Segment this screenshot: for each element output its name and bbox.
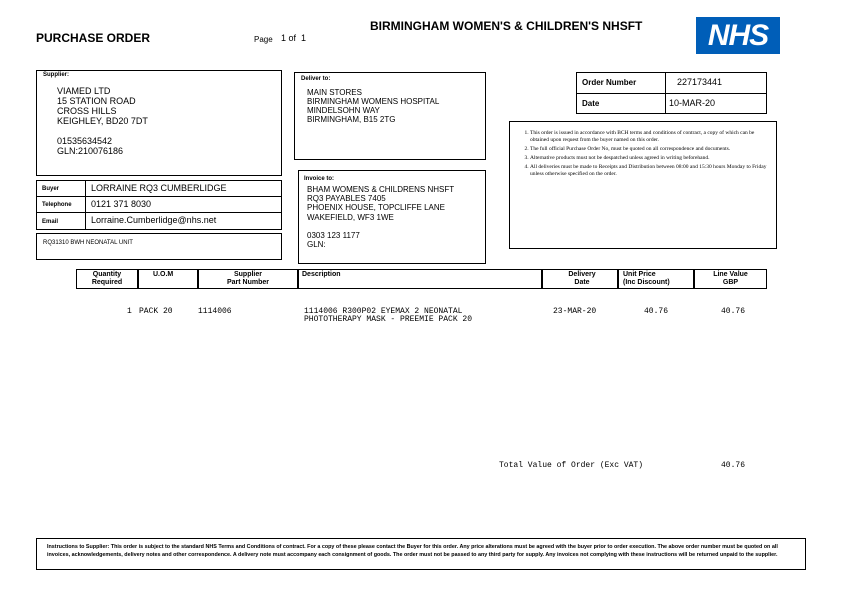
- col-header-line-value: Line Value GBP: [694, 269, 767, 289]
- col-header-unit-price: Unit Price (Inc Discount): [618, 269, 694, 289]
- row-description-line-1: 1114006 R300P02 EYEMAX 2 NEONATAL: [304, 307, 463, 316]
- supplier-line: KEIGHLEY, BD20 7DT: [57, 116, 148, 126]
- organisation-name: BIRMINGHAM WOMEN'S & CHILDREN'S NHSFT: [370, 19, 643, 33]
- row-quantity: 1: [127, 307, 132, 316]
- total-label: Total Value of Order (Exc VAT): [499, 461, 644, 470]
- document-title: PURCHASE ORDER: [36, 31, 151, 45]
- deliver-line: MAIN STORES: [307, 88, 362, 97]
- order-number-label: Order Number: [582, 78, 637, 87]
- order-info-box: [576, 72, 767, 114]
- supplier-label: Supplier:: [43, 72, 70, 78]
- deliver-to-label: Deliver to:: [301, 76, 331, 82]
- terms-notes-box: [509, 121, 777, 249]
- col-header-description: Description: [298, 269, 542, 289]
- total-value: 40.76: [721, 461, 746, 470]
- col-header-delivery-date: Delivery Date: [542, 269, 618, 289]
- buyer-divider-1: [37, 196, 281, 197]
- page-number: 1 of 1: [281, 33, 307, 43]
- row-description-line-2: PHOTOTHERAPY MASK - PREEMIE PACK 20: [304, 315, 473, 324]
- col-header-quantity: Quantity Required: [76, 269, 138, 289]
- deliver-line: MINDELSOHN WAY: [307, 106, 380, 115]
- terms-item: 1. This order is issued in accordance with BCH terms and conditions of contract, a copy of which can be obtained upon request from the buyer named on this order.: [530, 130, 770, 144]
- terms-item: 4. All deliveries must be made to Receipts and Distribution between 08:00 and 15:30 hours Monday to Friday unless otherwise specified on the order.: [530, 164, 770, 178]
- invoice-to-label: Invoice to:: [304, 176, 335, 182]
- telephone-value: 0121 371 8030: [91, 199, 152, 209]
- supplier-line: [57, 126, 148, 136]
- row-line-value: 40.76: [721, 307, 746, 316]
- email-value: Lorraine.Cumberlidge@nhs.net: [91, 215, 217, 225]
- supplier-line: VIAMED LTD: [57, 86, 111, 96]
- buyer-name: LORRAINE RQ3 CUMBERLIDGE: [91, 183, 227, 193]
- invoice-line: BHAM WOMENS & CHILDRENS NHSFT: [307, 185, 455, 194]
- row-uom: PACK 20: [139, 307, 173, 316]
- invoice-to-address: [307, 185, 454, 249]
- footer-instructions-box: [36, 538, 806, 570]
- order-number-value: 227173441: [677, 77, 723, 87]
- buyer-divider-2: [37, 212, 281, 213]
- deliver-line: BIRMINGHAM, B15 2TG: [307, 115, 396, 124]
- terms-item: 2. The full official Purchase Order No, must be quoted on all correspondence and documents.: [530, 146, 770, 153]
- terms-item: 3. Alternative products must not be despatched unless agreed in writing beforehand.: [530, 155, 770, 162]
- invoice-line: RQ3 PAYABLES 7405: [307, 194, 386, 204]
- terms-list: [530, 130, 770, 180]
- email-label: Email: [42, 219, 59, 225]
- supplier-line: 15 STATION ROAD: [57, 96, 136, 106]
- order-info-divider: [577, 93, 766, 94]
- order-date-value: 10-MAR-20: [669, 98, 716, 108]
- supplier-line: 01535634542: [57, 136, 113, 146]
- invoice-line: 0303 123 1177: [307, 230, 360, 240]
- col-header-supplier-part: Supplier Part Number: [198, 269, 298, 289]
- supplier-line: GLN:210076186: [57, 146, 124, 156]
- buyer-box: [36, 180, 282, 230]
- buyer-vdivider: [85, 181, 86, 229]
- supplier-address: [57, 86, 148, 156]
- telephone-label: Telephone: [42, 202, 72, 208]
- footer-instructions: Instructions to Supplier: This order is subject to the standard NHS Terms and Conditions of contract. For a copy of these please contact the Buyer for this order. Any price alterations must be agreed with the buyer prior to order execution. The above order number must be quoted on all invoices, acknowledgements, delivery notes and other correspondence. A delivery note must accompany each consignment of goods. The order must not be passed to any third party for supply. Any invoices not complying with these instructions will be returned unpaid to the supplier.: [47, 544, 778, 558]
- supplier-line: CROSS HILLS: [57, 106, 117, 116]
- deliver-line: BIRMINGHAM WOMENS HOSPITAL: [307, 97, 440, 106]
- deliver-to-address: [307, 88, 439, 124]
- order-date-label: Date: [582, 99, 600, 108]
- order-info-vdivider: [665, 73, 666, 113]
- invoice-line: PHOENIX HOUSE, TOPCLIFFE LANE: [307, 203, 445, 213]
- cost-centre-text: RQ31310 BWH NEONATAL UNIT: [43, 240, 133, 246]
- invoice-line: GLN:: [307, 240, 326, 250]
- buyer-label: Buyer: [42, 186, 60, 192]
- page-label: Page: [254, 35, 273, 44]
- invoice-line: [307, 222, 454, 231]
- invoice-line: WAKEFIELD, WF3 1WE: [307, 212, 394, 222]
- deliver-to-box: [294, 72, 486, 160]
- col-header-uom: U.O.M: [138, 269, 198, 289]
- row-delivery-date: 23-MAR-20: [553, 307, 597, 316]
- nhs-logo: NHS: [696, 17, 780, 54]
- row-unit-price: 40.76: [644, 307, 669, 316]
- invoice-to-box: [298, 170, 486, 264]
- row-part-number: 1114006: [198, 307, 232, 316]
- supplier-box: [36, 70, 282, 176]
- cost-centre-box: [36, 233, 282, 260]
